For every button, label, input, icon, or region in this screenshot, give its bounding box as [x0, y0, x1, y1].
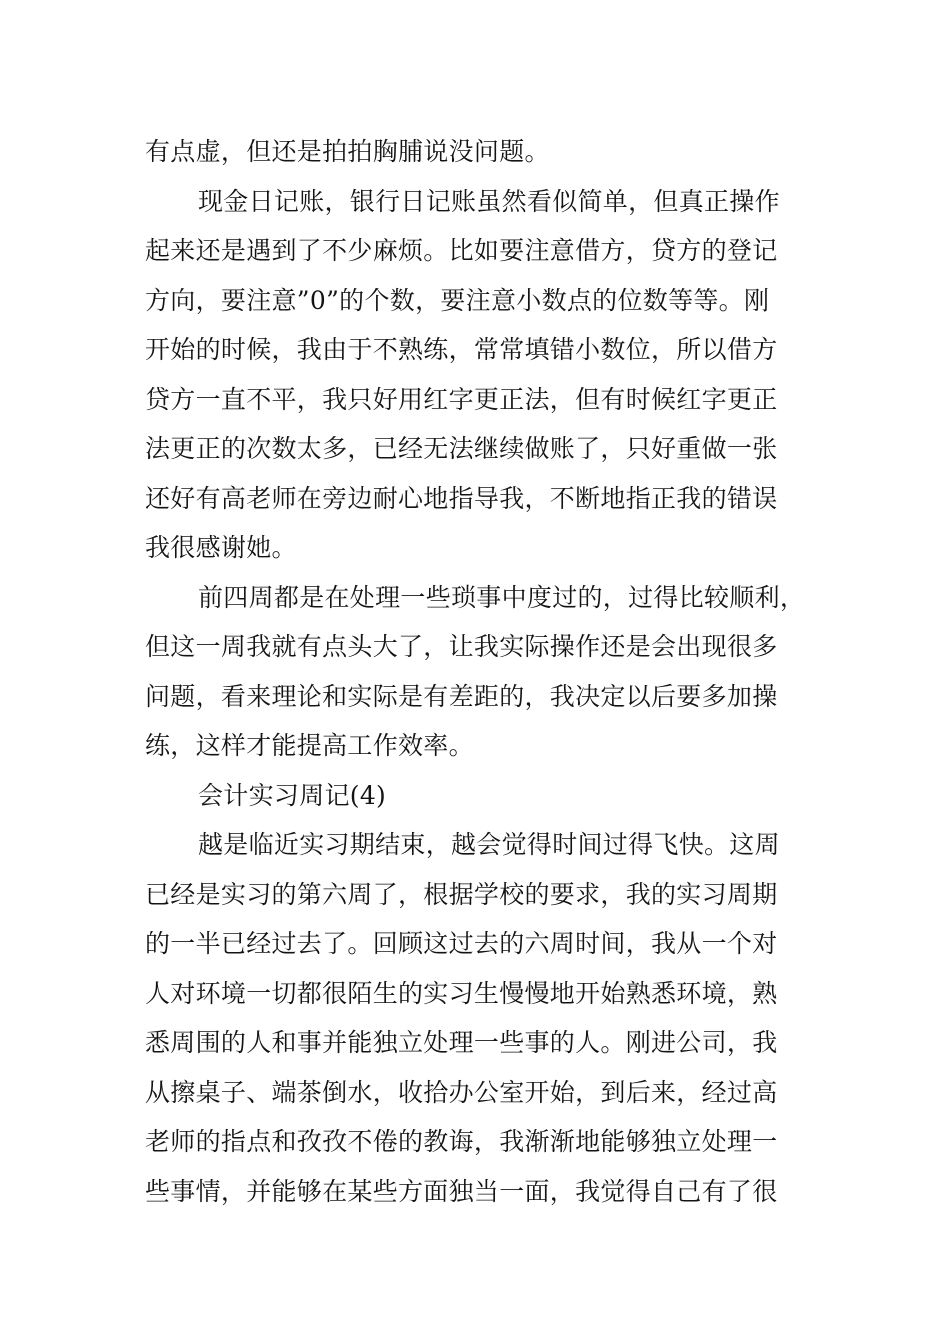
text-line: 些事情，并能够在某些方面独当一面，我觉得自己有了很 [145, 1176, 778, 1206]
text-line: 老师的指点和孜孜不倦的教诲，我渐渐地能够独立处理一 [145, 1127, 778, 1156]
document-body [145, 127, 810, 1216]
text-line: 但这一周我就有点头大了，让我实际操作还是会出现很多 [145, 632, 778, 661]
text-line: 练，这样才能提高工作效率。 [145, 731, 474, 760]
text-line: 起来还是遇到了不少麻烦。比如要注意借方，贷方的登记 [145, 236, 778, 265]
text-line: 前四周都是在处理一些琐事中度过的，过得比较顺利， [198, 582, 806, 612]
text-line: 我很感谢她。 [145, 533, 297, 562]
text-line: 的一半已经过去了。回顾这过去的六周时间，我从一个对 [145, 929, 778, 958]
text-line: 还好有高老师在旁边耐心地指导我，不断地指正我的错误 [145, 483, 778, 513]
section-heading: 会计实习周记(4) [198, 780, 387, 810]
text-line: 贷方一直不平，我只好用红字更正法，但有时候红字更正 [145, 384, 778, 414]
text-line: 从擦桌子、端茶倒水，收拾办公室开始，到后来，经过高 [145, 1077, 778, 1107]
text-line: 悉周围的人和事并能独立处理一些事的人。刚进公司，我 [145, 1028, 778, 1057]
text-line: 方向，要注意”0”的个数，要注意小数点的位数等等。刚 [145, 285, 770, 315]
text-line: 法更正的次数太多，已经无法继续做账了，只好重做一张 [145, 434, 778, 463]
text-line: 人对环境一切都很陌生的实习生慢慢地开始熟悉环境，熟 [145, 978, 778, 1008]
text-line: 已经是实习的第六周了，根据学校的要求，我的实习周期 [145, 879, 778, 909]
text-line: 有点虚，但还是拍拍胸脯说没问题。 [145, 137, 550, 166]
text-line: 越是临近实习期结束，越会觉得时间过得飞快。这周 [198, 830, 780, 859]
text-line: 问题，看来理论和实际是有差距的，我决定以后要多加操 [145, 681, 778, 711]
text-line: 现金日记账，银行日记账虽然看似简单，但真正操作 [198, 186, 780, 216]
text-line: 开始的时候，我由于不熟练，常常填错小数位，所以借方 [145, 335, 778, 364]
